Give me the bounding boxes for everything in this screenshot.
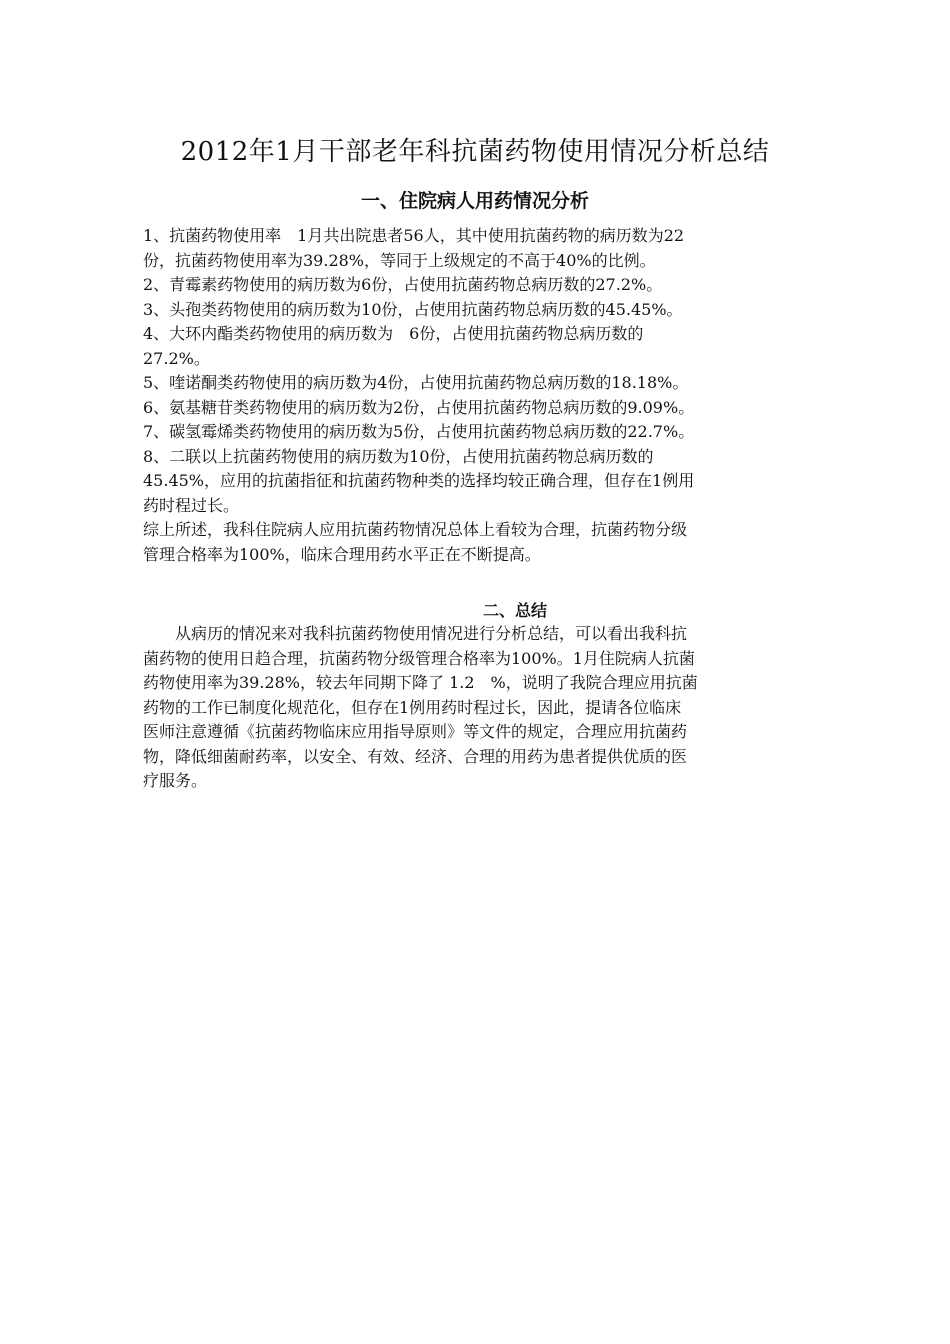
- paragraph-line: 药物使用率为39.28%，较去年同期下降了 1.2 %，说明了我院合理应用抗菌: [143, 673, 698, 692]
- paragraph-line: 6、氨基糖苷类药物使用的病历数为2份，占使用抗菌药物总病历数的9.09%。: [143, 397, 695, 417]
- paragraph-line: 综上所述，我科住院病人应用抗菌药物情况总体上看较为合理，抗菌药物分级: [143, 520, 688, 539]
- paragraph-line: 从病历的情况来对我科抗菌药物使用情况进行分析总结，可以看出我科抗: [143, 624, 688, 643]
- paragraph-line: 2、青霉素药物使用的病历数为6份，占使用抗菌药物总病历数的27.2%。: [143, 275, 663, 294]
- paragraph-line: 管理合格率为100%，临床合理用药水平正在不断提高。: [143, 544, 541, 564]
- paragraph-line: 1、抗菌药物使用率 1月共出院患者56人，其中使用抗菌药物的病历数为22: [143, 226, 685, 245]
- paragraph-line: 3、头孢类药物使用的病历数为10份，占使用抗菌药物总病历数的45.45%。: [143, 299, 683, 319]
- document-title: 2012年1月干部老年科抗菌药物使用情况分析总结: [180, 137, 770, 167]
- paragraph-line: 7、碳氢霉烯类药物使用的病历数为5份，占使用抗菌药物总病历数的22.7%。: [143, 422, 695, 441]
- paragraph-line: 菌药物的使用日趋合理，抗菌药物分级管理合格率为100%。1月住院病人抗菌: [143, 648, 695, 668]
- paragraph-line: 5、喹诺酮类药物使用的病历数为4份，占使用抗菌药物总病历数的18.18%。: [143, 373, 689, 392]
- paragraph-line: 份，抗菌药物使用率为39.28%，等同于上级规定的不高于40%的比例。: [143, 250, 656, 270]
- paragraph-line: 45.45%，应用的抗菌指征和抗菌药物种类的选择均较正确合理，但存在1例用: [143, 471, 695, 490]
- paragraph-line: 27.2%。: [143, 348, 210, 368]
- paragraph-line: 4、大环内酯类药物使用的病历数为 6份，占使用抗菌药物总病历数的: [143, 324, 644, 343]
- section-body-inpatient-analysis: [143, 224, 803, 567]
- paragraph-line: 药时程过长。: [143, 495, 240, 515]
- paragraph-line: 药物的工作已制度化规范化，但存在1例用药时程过长，因此，提请各位临床: [143, 697, 682, 717]
- section-heading-inpatient-analysis: 一、住院病人用药情况分析: [360, 190, 589, 212]
- paragraph-line: 8、二联以上抗菌药物使用的病历数为10份，占使用抗菌药物总病历数的: [143, 446, 654, 466]
- paragraph-line: 疗服务。: [143, 771, 208, 790]
- paragraph-line: 医师注意遵循《抗菌药物临床应用指导原则》等文件的规定，合理应用抗菌药: [143, 722, 688, 741]
- section-heading-summary: 二、总结: [482, 601, 547, 620]
- paragraph-line: 物，降低细菌耐药率，以安全、有效、经济、合理的用药为患者提供优质的医: [143, 746, 688, 766]
- section-body-summary: [143, 622, 803, 794]
